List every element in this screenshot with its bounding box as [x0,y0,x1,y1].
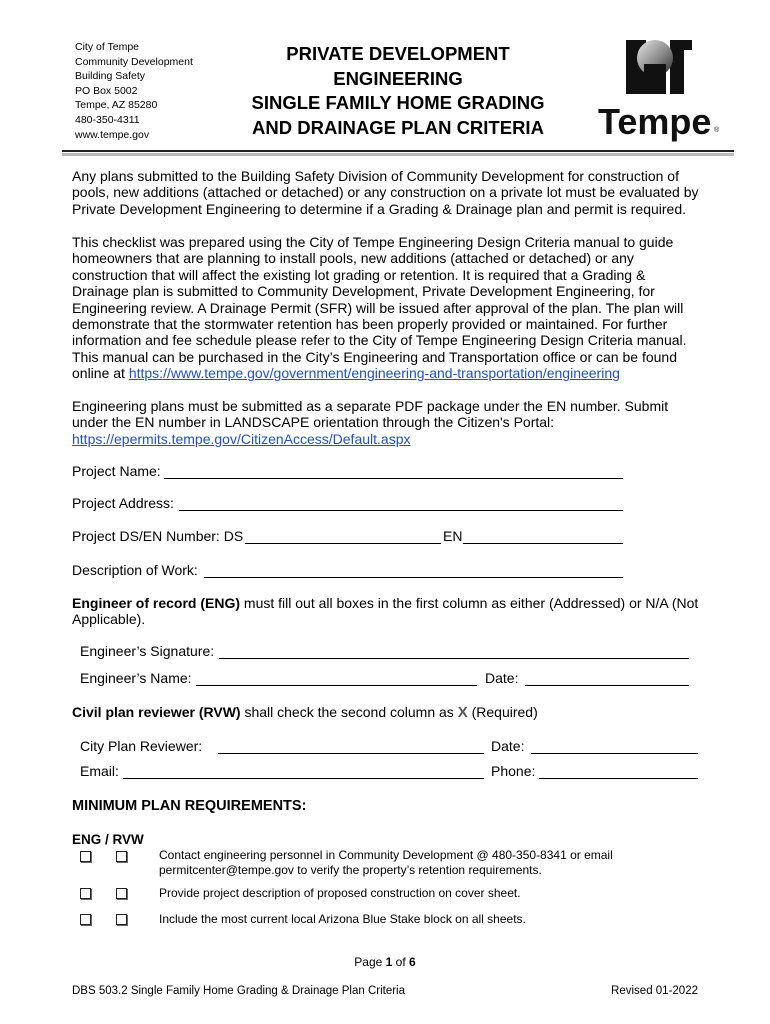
rvw-checkbox[interactable] [116,914,127,925]
page-current: 1 [385,955,393,969]
city-reviewer-label: City Plan Reviewer: [80,738,203,754]
address-line: PO Box 5002 [75,84,138,97]
rvw-instructions [72,704,538,721]
eng-instructions-text: must fill out all boxes in the first column as either (Addressed) or N/A (Not Applicable). [72,595,699,628]
page-number [0,955,770,969]
eng-date-label: Date: [485,670,519,686]
eng-name-label: Engineer’s Name: [80,670,192,686]
eng-checkbox[interactable] [80,851,91,862]
document-id: DBS 503.2 Single Family Home Grading & Drainage Plan Criteria [72,985,406,997]
city-reviewer-field[interactable] [218,753,484,754]
address-line: www.tempe.gov [75,128,150,141]
address-line: 480-350-4311 [75,113,140,126]
project-number-label: Project DS/EN Number: DS [72,528,244,544]
svg-text:Tempe: Tempe [598,101,712,142]
requirements-heading: MINIMUM PLAN REQUIREMENTS: [72,798,307,814]
eng-date-field[interactable] [525,685,689,686]
reviewer-date-field[interactable] [531,753,698,754]
engineering-link[interactable]: https://www.tempe.gov/government/engineering-and-transportation/engineering [128,365,620,382]
checklist-text: This checklist was prepared using the City of Tempe Engineering Design Criteria manual to guide homeowners that are planning to install pools, new additions (attached or detached) or any construction that will affect the existing lot grading or retention. It is required that a Grading & Drainage plan is submitted to Community Development, Private Development Engineering, for Engineering review. A Drainage Permit (SFR) will be issued after approval of the plan. The plan will demonstrate that the stormwater retention has been properly provided or maintained. For further information and fee schedule please refer to the City of Tempe Engineering Design Criteria manual. This manual can be purchased in the City’s Engineering and Transportation office or can be found online at [72,234,687,382]
phone-label: Phone: [491,763,536,779]
page-of: of [392,955,410,969]
requirement-item: Provide project description of proposed construction on cover sheet. [159,886,521,900]
address-line: Tempe, AZ 85280 [75,99,158,112]
project-address-field[interactable] [179,510,623,511]
submission-paragraph [72,398,702,447]
page-total: 6 [409,955,416,969]
title-line: AND DRAINAGE PLAN CRITERIA [252,116,544,138]
rvw-checkbox[interactable] [116,888,127,899]
header-divider [62,150,734,152]
intro-paragraph: Any plans submitted to the Building Safety Division of Community Development for construction of pools, new additions (attached or detached) or any construction on a private lot must be evaluated by Private Development Engineering to determine if a Grading & Drainage plan and permit is required. [72,168,699,217]
citizen-portal-link[interactable]: https://epermits.tempe.gov/CitizenAccess/Default.aspx [72,430,411,447]
eng-instructions [72,595,702,628]
submission-text: Engineering plans must be submitted as a separate PDF package under the EN number. Submit under the EN number in LANDSCAPE orientation through the Citizen's Portal: [72,398,669,431]
title-line: ENGINEERING [333,67,463,89]
tempe-logo [596,36,726,144]
address-line: Community Development [75,55,193,68]
description-field[interactable] [204,577,623,578]
title-line: SINGLE FAMILY HOME GRADING [251,92,545,113]
en-label: EN [443,528,463,544]
address-line: City of Tempe [75,41,139,53]
column-headers: ENG / RVW [72,832,144,847]
eng-signature-field[interactable] [219,658,689,659]
phone-field[interactable] [539,778,698,779]
rvw-instructions-text: shall check the second column as [240,704,458,720]
project-address-label: Project Address: [72,495,174,511]
description-label: Description of Work: [72,562,198,578]
rvw-checkbox[interactable] [116,851,127,862]
eng-signature-label: Engineer’s Signature: [80,643,215,659]
tempe-logo-icon [596,36,726,144]
address-line: Building Safety [75,70,146,83]
eng-name-field[interactable] [196,685,477,686]
rvw-required-text: (Required) [467,704,538,720]
en-number-field[interactable] [463,543,623,544]
eng-checkbox[interactable] [80,888,91,899]
city-address-block [75,40,193,142]
reviewer-date-label: Date: [491,738,525,754]
title-line: PRIVATE DEVELOPMENT [286,43,510,64]
project-name-field[interactable] [164,478,623,479]
checklist-paragraph [72,234,702,382]
rvw-heading: Civil plan reviewer (RVW) [72,704,241,720]
email-label: Email: [80,763,119,779]
header-divider-shadow [62,153,734,156]
eng-checkbox[interactable] [80,914,91,925]
project-name-label: Project Name: [72,463,161,479]
ds-number-field[interactable] [245,543,441,544]
email-field[interactable] [123,778,484,779]
document-title [228,42,568,140]
eng-heading: Engineer of record (ENG) [72,595,241,611]
rvw-x-mark: X [457,704,468,721]
svg-text:®: ® [714,127,720,134]
page-prefix: Page [354,955,386,969]
requirement-item: Contact engineering personnel in Community Development @ 480-350-8341 or email permitcenter@tempe.gov to verify the property’s retention requirements. [159,848,613,877]
revision-date: Revised 01-2022 [611,985,698,997]
requirement-item: Include the most current local Arizona Blue Stake block on all sheets. [159,912,526,926]
